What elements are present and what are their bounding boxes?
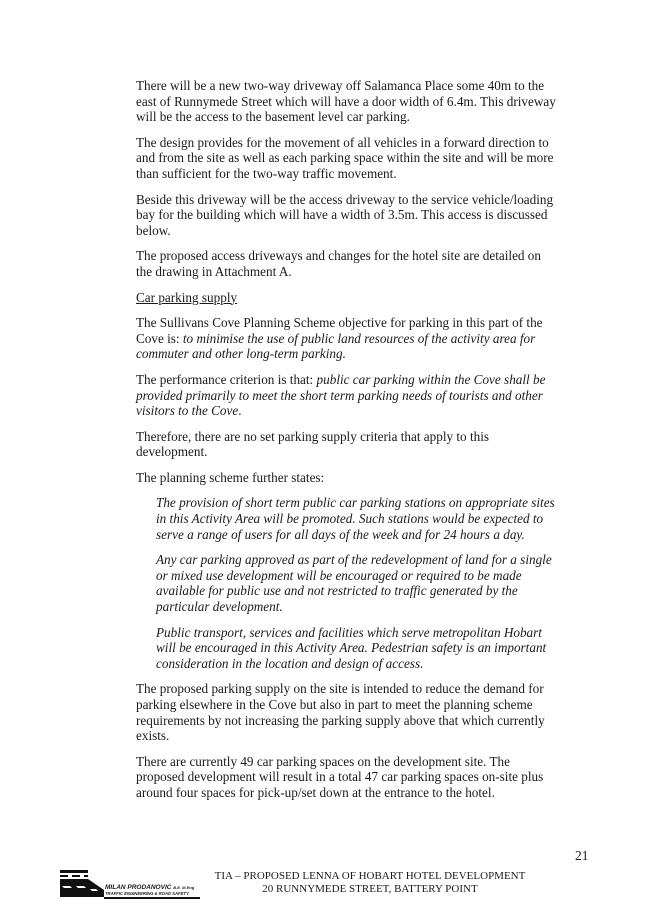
paragraph: The proposed parking supply on the site is intended to reduce the demand for parking elsewhere in the Cove but also in part to meet the planning scheme requirements by not increasing the parking supply above that which currently exists. [136, 681, 545, 744]
paragraph: The design provides for the movement of all vehicles in a forward direction to and from the site as well as each parking space within the site and will be more than sufficient for the two-way traffic movement. [136, 134, 554, 181]
section-heading: Car parking supply [136, 289, 238, 305]
block-quote: Public transport, services and facilities which serve metropolitan Hobart will be encouraged in this Activity Area. Pedestrian safety is an important consideration in the location and design of access. [156, 624, 547, 671]
paragraph: The planning scheme further states: [136, 469, 325, 485]
page-footer [200, 870, 540, 896]
paragraph: Beside this driveway will be the access driveway to the service vehicle/loading bay for the building which will have a width of 3.5m. This access is discussed below. [136, 191, 554, 238]
block-quote: Any car parking approved as part of the redevelopment of land for a single or mixed use development will be encouraged or required to be made available for public use and not restricted to traffic generated by the particular development. [156, 552, 552, 615]
paragraph [136, 315, 556, 362]
paragraph [136, 372, 556, 419]
footer-line-1: TIA – PROPOSED LENNA OF HOBART HOTEL DEVELOPMENT [214, 870, 526, 882]
paragraph-lead: The Sullivans Cove Planning Scheme objective for parking in this part of the Cove is: [136, 315, 543, 346]
footer-line-2: 20 RUNNYMEDE STREET, BATTERY POINT [262, 883, 478, 895]
page-number: 21 [575, 848, 589, 863]
paragraph-end: . [238, 403, 242, 419]
paragraph-italic: to minimise the use of public land resources of the activity area for commuter and other long-term parking. [136, 330, 536, 362]
paragraph: There are currently 49 car parking spaces on the development site. The proposed development will result in a total 47 car parking spaces on-site plus around four spaces for pick-up/set down at the entrance to the hotel. [136, 753, 544, 800]
block-quote: The provision of short term public car parking stations on appropriate sites in this Activity Area will be promoted. Such stations would be expected to serve a range of users for all days of the week and for 24 hours a day. [156, 495, 555, 542]
company-logo [60, 862, 200, 902]
logo-tagline: TRAFFIC ENGINEERING & ROAD SAFETY [105, 891, 189, 896]
logo-name: MILAN PRODANOVIC B.E. M.Eng [105, 884, 195, 891]
paragraph-lead: The performance criterion is that: [136, 371, 317, 387]
road-logo-icon [60, 862, 200, 902]
paragraph: The proposed access driveways and changes for the hotel site are detailed on the drawing in Attachment A. [136, 248, 541, 279]
paragraph-italic: public car parking within the Cove shall be provided primarily to meet the short term parking needs of tourists and other visitors to the Cove [136, 371, 546, 419]
paragraph: Therefore, there are no set parking supply criteria that apply to this development. [136, 428, 490, 460]
paragraph: There will be a new two-way driveway off Salamanca Place some 40m to the east of Runnymede Street which will have a door width of 6.4m. This driveway will be the access to the basement level car parking. [136, 78, 556, 125]
document-body [136, 78, 556, 811]
